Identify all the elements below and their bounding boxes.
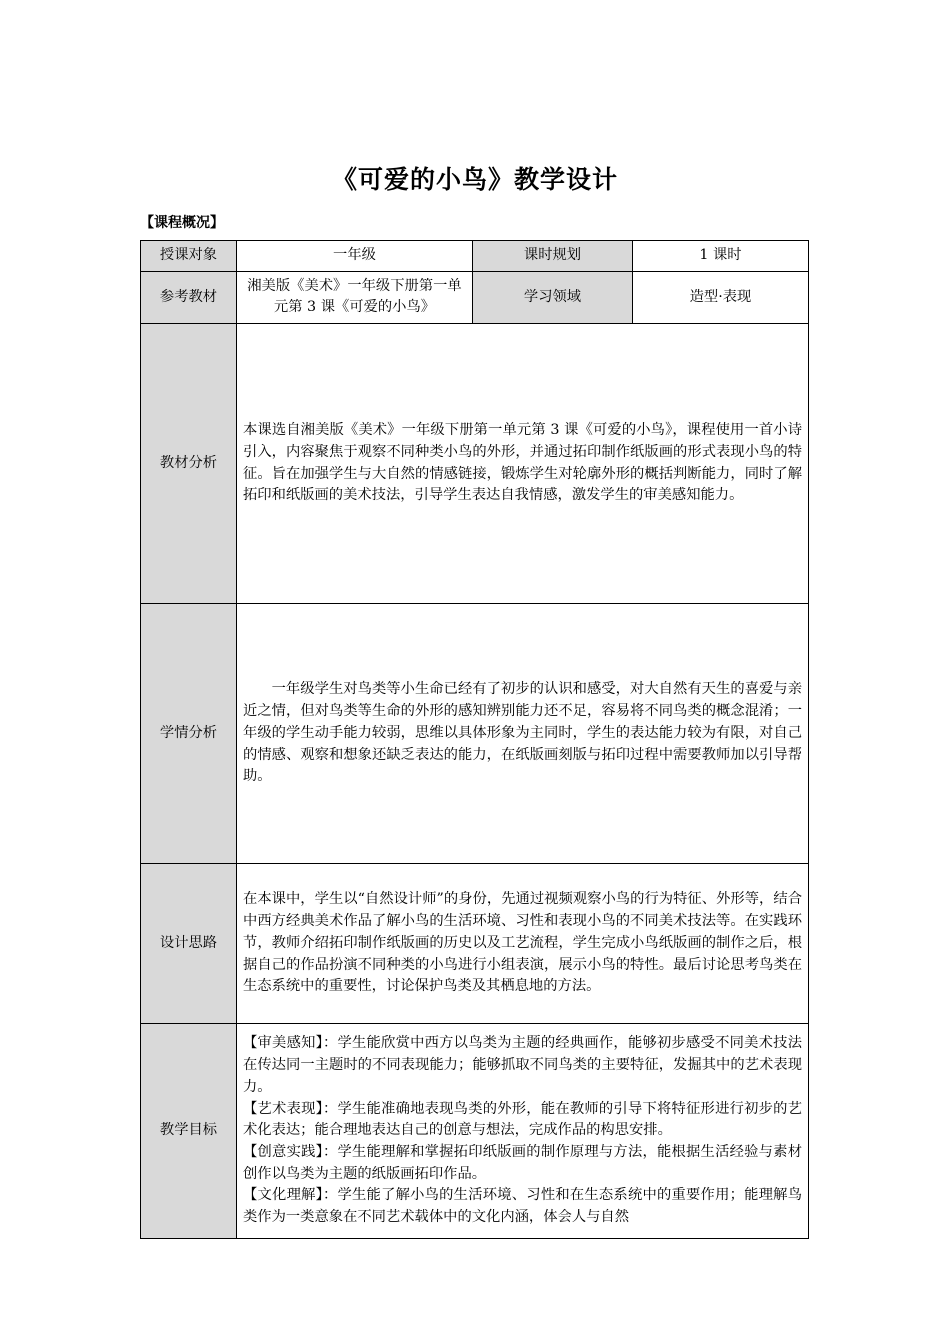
student-analysis-text: 一年级学生对鸟类等小生命已经有了初步的认识和感受，对大自然有天生的喜爱与亲近之情，但对鸟类等生命的外形的感知辨别能力还不足，容易将不同鸟类的概念混淆；一年级的学生动手能力较弱，思维以具体形象为主同时，学生的表达能力较为有限，对自己的情感、观察和想象还缺乏表达的能力，在纸版画刻版与拓印过程中需要教师加以引导帮助。 <box>243 681 802 785</box>
goal-aesthetic-perception: 【审美感知】：学生能欣赏中西方以鸟类为主题的经典画作，能够初步感受不同美术技法在传达同一主题时的不同表现能力；能够抓取不同鸟类的主要特征，发掘其中的艺术表现力。 <box>243 1035 802 1095</box>
table-row <box>141 241 809 272</box>
cell-label-teaching-goals: 教学目标 <box>141 1024 237 1239</box>
cell-label-reference-textbook: 参考教材 <box>141 271 237 323</box>
table-row <box>141 271 809 323</box>
cell-value-teaching-object: 一年级 <box>237 241 473 272</box>
table-row <box>141 864 809 1024</box>
table-row <box>141 324 809 604</box>
cell-label-student-analysis: 学情分析 <box>141 604 237 864</box>
goal-artistic-expression: 【艺术表现】：学生能准确地表现鸟类的外形，能在教师的引导下将特征形进行初步的艺术化表达；能合理地表达自己的创意与想法，完成作品的构思安排。 <box>243 1100 802 1139</box>
lesson-plan-table <box>140 240 809 1239</box>
cell-value-teaching-goals <box>237 1024 809 1239</box>
cell-label-teaching-object: 授课对象 <box>141 241 237 272</box>
goal-creative-practice: 【创意实践】：学生能理解和掌握拓印纸版画的制作原理与方法，能根据生活经验与素材创作以鸟类为主题的纸版画拓印作品。 <box>243 1144 802 1182</box>
cell-value-design-idea: 在本课中，学生以“自然设计师”的身份，先通过视频观察小鸟的行为特征、外形等，结合中西方经典美术作品了解小鸟的生活环境、习性和表现小鸟的不同美术技法等。在实践环节，教师介绍拓印制作纸版画的历史以及工艺流程，学生完成小鸟纸版画的制作之后，根据自己的作品扮演不同种类的小鸟进行小组表演，展示小鸟的特性。最后讨论思考鸟类在生态系统中的重要性，讨论保护鸟类及其栖息地的方法。 <box>237 864 809 1024</box>
table-row <box>141 604 809 864</box>
cell-label-lesson-plan: 课时规划 <box>473 241 633 272</box>
cell-value-learning-domain: 造型·表现 <box>633 271 809 323</box>
goal-cultural-understanding: 【文化理解】：学生能了解小鸟的生活环境、习性和在生态系统中的重要作用；能理解鸟类作为一类意象在不同艺术载体中的文化内涵，体会人与自然 <box>243 1187 802 1226</box>
cell-label-textbook-analysis: 教材分析 <box>141 324 237 604</box>
page-title: 《可爱的小鸟》教学设计 <box>331 165 618 194</box>
cell-value-reference-textbook: 湘美版《美术》一年级下册第一单元第 3 课《可爱的小鸟》 <box>237 271 473 323</box>
cell-value-student-analysis <box>237 604 809 864</box>
cell-label-learning-domain: 学习领域 <box>473 271 633 323</box>
cell-label-design-idea: 设计思路 <box>141 864 237 1024</box>
cell-value-textbook-analysis: 本课选自湘美版《美术》一年级下册第一单元第 3 课《可爱的小鸟》，课程使用一首小诗引入，内容聚焦于观察不同种类小鸟的外形，并通过拓印制作纸版画的形式表现小鸟的特征。旨在加强学生与大自然的情感链接，锻炼学生对轮廓外形的概括判断能力，同时了解拓印和纸版画的美术技法，引导学生表达自我情感，激发学生的审美感知能力。 <box>237 324 809 604</box>
cell-value-lesson-plan: 1 课时 <box>633 241 809 272</box>
table-row <box>141 1024 809 1239</box>
section-label-course-overview: 【课程概况】 <box>140 215 224 231</box>
